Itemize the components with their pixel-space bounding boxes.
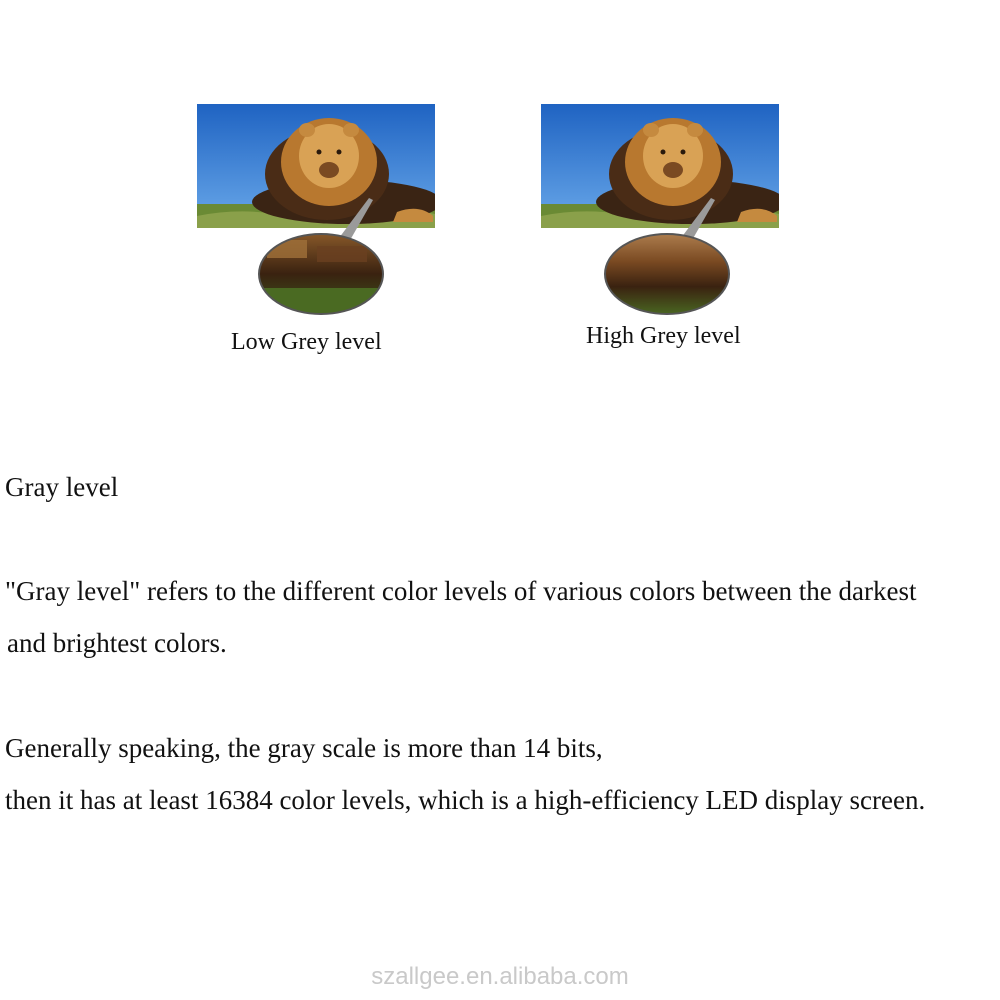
- paragraph-2-line-1: Generally speaking, the gray scale is more than 14 bits,: [5, 733, 603, 763]
- section-heading: Gray level: [5, 472, 119, 502]
- paragraph-1-line-2: and brightest colors.: [7, 628, 227, 658]
- paragraph-2-line-2: then it has at least 16384 color levels, which is a high-efficiency LED display screen.: [5, 785, 926, 815]
- low-grey-figure: [197, 104, 437, 364]
- lion-photo-low: [197, 104, 435, 228]
- paragraph-1-line-1: "Gray level" refers to the different color levels of various colors between the darkest: [5, 576, 917, 606]
- high-grey-caption: High Grey level: [586, 323, 741, 349]
- watermark: szallgee.en.alibaba.com: [371, 963, 629, 990]
- zoom-detail-high: [603, 232, 731, 316]
- zoom-detail-low: [257, 232, 385, 316]
- low-grey-caption: Low Grey level: [231, 329, 382, 355]
- lion-photo-high: [541, 104, 779, 228]
